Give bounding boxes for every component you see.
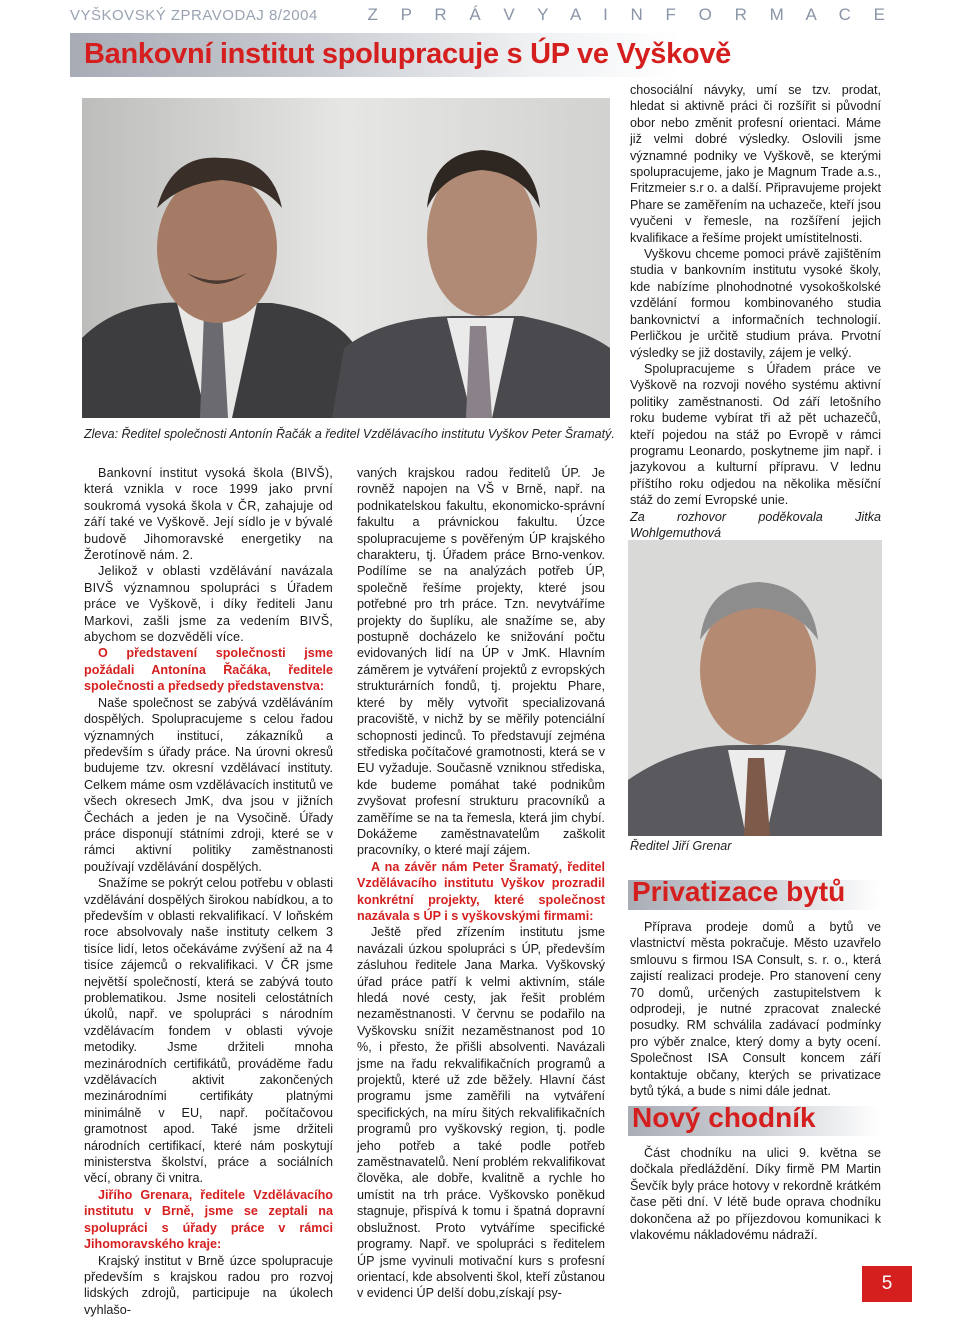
page-title: Bankovní institut spolupracuje s ÚP ve Vyškově: [84, 38, 731, 71]
paragraph: Část chodníku na ulici 9. května se dočkala předláždění. Díky firmě PM Martin Ševčík byly práce hotovy v rekordně krátkém čase pěti dní. V létě bude oprava chodníku dokončena až po příjezdovou komunikaci k vlakovému nákladovému nádraží.: [630, 1145, 881, 1243]
privatizace-heading: Privatizace bytů: [632, 876, 845, 908]
column-3-top: [630, 82, 881, 541]
two-men-photo: [82, 98, 610, 418]
byline: Za rozhovor poděkovala Jitka Wohlgemuthová: [630, 509, 881, 542]
magazine-issue: VYŠKOVSKÝ ZPRAVODAJ 8/2004: [70, 7, 318, 24]
column-2: [357, 465, 605, 1302]
paragraph: vaných krajskou radou ředitelů ÚP. Je rovněž napojen na VŠ v Brně, např. na podnikatelskou fakultu, ekonomicko-správní fakultu a právnickou fakultu. Úzce spolupracujeme s pověřeným ÚP krajského charakteru, tj. Úřadem práce Brno-venkov. Podílíme se na analýzách potřeb ÚP, společně řešíme projekty, které jsou potřebné pro trh práce. Tzn. nevytváříme projekty do šuplíku, ale snažíme se, aby postupně docházelo ke snižování počtu evidovaných lidí na ÚP v JmK. Hlavním záměrem je vytváření projektů z evropských strukturárních fondů, tj. projektu Phare, které by měly vytvořit specializovaná pracoviště, v nichž by se měřily potenciální schopnosti jedinců. To představují zejména střediska počítačové gramotnosti, která se v EU vyžaduje. Současně vzniknou střediska, kde budeme pomáhat také podnikům zvyšovat profesní strukturu pracovníků a zaměříme se na ta řemesla, která jim chybí. Dokážeme zaměstnavatelům zaškolit pracovníky, o které mají zájem.: [357, 465, 605, 859]
section-label: Z P R Á V Y A I N F O R M A C E: [367, 5, 894, 25]
main-photo: [82, 98, 610, 418]
paragraph: Spolupracujeme s Úřadem práce ve Vyškově na rozvoji nového systému aktivní politiky zaměstnanosti. Od září letošního roku budeme vybírat tři až pět uchazečů, kteří pojedou na stáž po Evropě v rámci programu Leonardo, poskytneme jim např. i jazykovou a kulturní přípravu. V lednu příštího roku odjedou na několika měsíční stáž do zemí Evropské unie.: [630, 361, 881, 509]
privatizace-text: [630, 919, 881, 1099]
grenar-photo: [628, 540, 882, 836]
column-1: [84, 465, 333, 1318]
paragraph: Vyškovu chceme pomoci právě zajištěním studia v bankovním institutu vysoké školy, kde nabízíme plnohodnotné vysokoškolské vzdělání formou kombinovaného studia bankovnictví a informačních technologií. Perličkou je určitě studium práva. Prvotní výsledky se již dostavily, zájem je velký.: [630, 246, 881, 361]
lead-paragraph-2: Jelikož v oblasti vzdělávání navázala BIVŠ významnou spolupráci s Úřadem práce ve Vyškově, i díky řediteli Janu Markovi, zašli jsme za vedením BIVŠ, abychom se dozvěděli více.: [84, 563, 333, 645]
paragraph: chosociální návyky, umí se tzv. prodat, hledat si aktivně práci či rozšířit si původní obor nebo změnit profesní orientaci. Máme již velmi dobré výsledky. Oslovili jsme významné podniky ve Vyškově, se kterými spolupracujeme, jako je Magnum Trade a.s., Fritzmeier s.r o. a další. Připravujeme projekt Phare se zaměřením na uchazeče, kteří jsou vyučeni v řemesle, na rozšíření jejich kvalifikace a řešíme projekt umístitelnosti.: [630, 82, 881, 246]
chodnik-heading: Nový chodník: [632, 1102, 816, 1134]
grenar-caption: Ředitel Jiří Grenar: [630, 838, 880, 854]
paragraph: Krajský institut v Brně úzce spolupracuje především s krajskou radou pro rozvoj lidských zdrojů, participuje na úkolech vyhlašo-: [84, 1253, 333, 1318]
page-number: 5: [862, 1266, 912, 1302]
paragraph: Příprava prodeje domů a bytů ve vlastnictví města pokračuje. Město uzavřelo smlouvu s firmou ISA Consult, s. r. o., která zajistí realizaci prodeje. Pro stanovení ceny 70 domů, určených zastupitelstvem k odprodeji, je nutné zpracovat znalecké posudky. RM schválila zadávací podmínky pro výběr znalce, který domy a byty ocení. Společnost ISA Consult koncem září kontaktuje občany, kterých se privatizace bytů týká, a bude s nimi dále jednat.: [630, 919, 881, 1099]
lead-paragraph-1: Bankovní institut vysoká škola (BIVŠ), která vznikla v roce 1999 jako první soukromá vysoká škola v ČR, zahajuje od září také ve Vyškově. Její sídlo je v bývalé budově Jihomoravské energetiky na Žerotínově nám. 2.: [84, 465, 333, 563]
paragraph: Ještě před zřízením institutu jsme navázali úzkou spolupráci s ÚP, především zásluhou ředitele Jana Marka. Vyškovský úřad práce patří k velmi aktivním, stále hledá nové cesty, jak řešit problém nezaměstnanosti. V červnu se podařilo na Vyškovsku snížit nezaměstnanost pod 10 %, i přesto, že přišli absolventi. Navázali jsme na řadu rekvalifikačních programů a projektů, které už zde běžely. Hlavní část programu jsme zaměřili na vytváření specifických, na míru šitých rekvalifikačních programů pro vyškovský region, tj. podle jeho potřeb a také podle potřeb zaměstnavatelů. Není problém rekvalifikovat člověka, ale dobře, kvalitně a rychle ho umístit na trh práce. Vyškovsko poněkud stagnuje, přispívá k tomu i špatná dopravní obslužnost. Proto vytváříme specifické programy. Např. ve spolupráci s ředitelem ÚP jsme vyvinuli motivační kurs s profesní orientací, kde absolventi škol, kteří zůstanou v evidenci ÚP delší dobu,získají psy-: [357, 924, 605, 1301]
paragraph: Snažíme se pokrýt celou potřebu v oblasti vzdělávání dospělých širokou nabídkou, a to především v oblasti rekvalifikací. V loňském roce absolvovaly naše instituty celkem 3 tisíce lidí, letos očekáváme zvýšení až na 4 tisíce zájemců o rekvalifikaci. V ČR jsme největší společností, která se zabývá touto problematikou. Jsme nositeli celostátních úkolů, např. ve spolupráci s národním vzdělávacím fondem v oblasti vývoje metodiky. Jsme držiteli mnoha mezinárodních certifikátů, prováděme řadu vzdělávacích aktivit zakončených mezinárodními certifikáty platnými minimálně v EU, např. počítačovou gramotnost apod. Také jsme držiteli národních certifikací, které nám poskytují ministerstva školství, práce a sociálních věcí, obrany či vnitra.: [84, 875, 333, 1187]
man-portrait: [628, 540, 882, 836]
paragraph: Naše společnost se zabývá vzděláváním dospělých. Spolupracujeme s celou řadou významných institucí, zákazníků a především s úřady práce. Na úrovni okresů budujeme tzv. okresní vzdělávací instituty. Celkem máme osm vzdělávacích institutů ve všech okresech JmK, dva jsou v jižních Čechách a jeden je na Vysočině. Úřady práce disponují státními zdroji, které se v rámci aktivní politiky zaměstnanosti používají vzdělávání dospělých.: [84, 695, 333, 875]
question-2: Jiřího Grenara, ředitele Vzdělávacího institutu v Brně, jsme se zeptali na spolupráci s úřady práce v rámci Jihomoravského kraje:: [84, 1187, 333, 1253]
question-3: A na závěr nám Peter Šramatý, ředitel Vzdělávacího institutu Vyškov prozradil konkrétní projekty, které společnost nazávala s ÚP i s vyškovskými firmami:: [357, 859, 605, 925]
question-1: O představení společnosti jsme požádali Antonína Řačáka, ředitele společnosti a předsedy představenstva:: [84, 645, 333, 694]
chodnik-text: [630, 1145, 881, 1243]
main-photo-caption: Zleva: Ředitel společnosti Antonín Řačák a ředitel Vzdělávacího institutu Vyškov Peter Šramatý.: [84, 426, 624, 442]
